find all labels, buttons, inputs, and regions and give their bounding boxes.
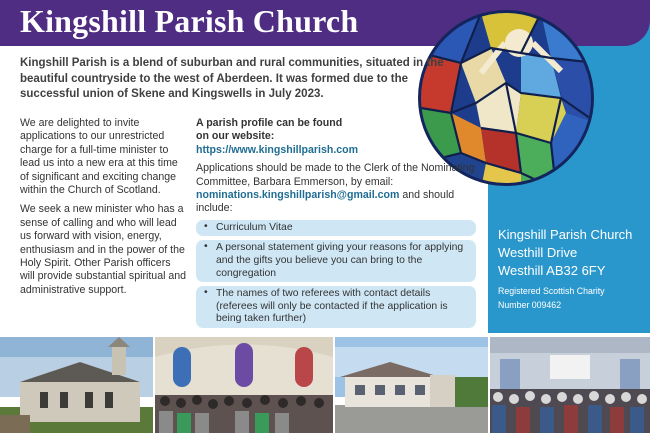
left-column [20, 117, 188, 303]
bullet-icon: • [204, 287, 208, 299]
profile-heading: A parish profile can be found on our website: [196, 117, 343, 143]
list-item: • A personal statement giving your reasons for applying and the gifts you believe you can bring to the congregation [196, 240, 476, 282]
church-name: Kingshill Parish Church [498, 227, 633, 242]
charity-line: Registered Scottish Charity [498, 286, 605, 296]
applications-text: Applications should be made to the Clerk of the Nominating Committee, Barbara Emmerson, by email: nominations.kingshillparish@gmail.com and should include: [196, 162, 475, 215]
page-title: Kingshill Parish Church [20, 3, 359, 39]
list-item: • The names of two referees with contact details (referees will only be contacted if the application is being taken further) [196, 286, 476, 328]
modern-church-photo [335, 337, 488, 433]
bullet-icon: • [204, 241, 208, 253]
street-address: Westhill Drive [498, 245, 578, 260]
modern-interior-photo [490, 337, 650, 433]
old-church-photo [0, 337, 153, 433]
website-link[interactable]: https://www.kingshillparish.com [196, 143, 359, 156]
photo-strip [0, 337, 650, 433]
invitation-paragraph: We are delighted to invite applications to our unrestricted charge for a full-time minister to lead us into a new era at this time of significant and exciting change within the Church of Scotland. [20, 117, 178, 197]
nominations-email-link[interactable]: nominations.kingshillparish@gmail.com [196, 189, 400, 202]
requirements-list [196, 220, 486, 328]
minister-paragraph: We seek a new minister who has a sense of calling and who will lead us forward with vision, energy, enthusiasm and in the power of the Holy Spirit. Other Parish officers will provide substantial spiritual and administrative support. [20, 203, 187, 296]
intro-paragraph: Kingshill Parish is a blend of suburban and rural communities, situated in the beautiful countryside to the west of Aberdeen. It was formed due to the successful union of Skene and Kingswells in July 2023. [20, 57, 444, 100]
contact-block [498, 226, 648, 312]
town-postcode: Westhill AB32 6FY [498, 263, 606, 278]
bullet-icon: • [204, 220, 208, 232]
charity-number: Number 009462 [498, 300, 562, 310]
church-interior-photo [155, 337, 333, 433]
list-item: • Curriculum Vitae [196, 220, 476, 237]
right-column [196, 117, 486, 332]
